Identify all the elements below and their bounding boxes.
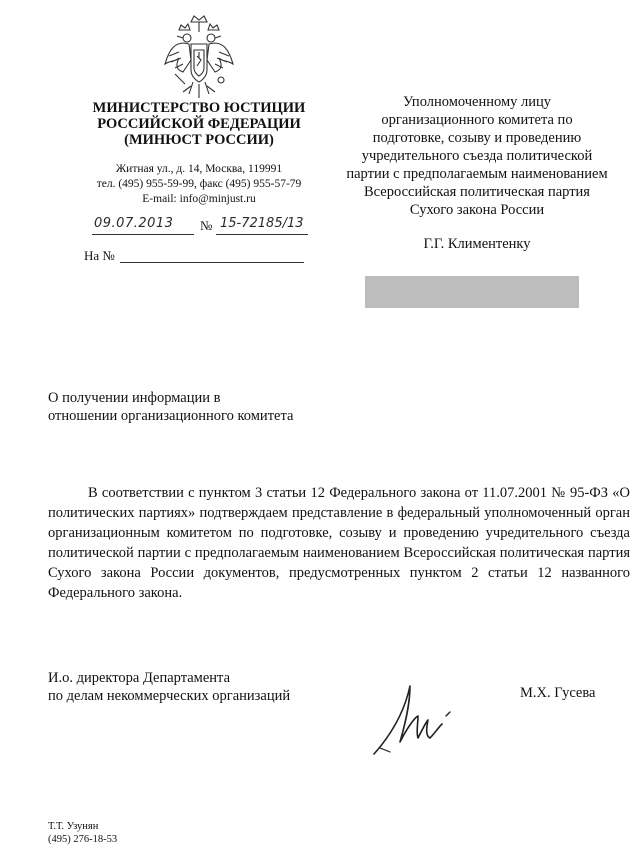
ministry-line: МИНИСТЕРСТВО ЮСТИЦИИ (92, 100, 306, 116)
registration-row (92, 216, 322, 238)
addressee-line: Всероссийская политическая партия (364, 184, 590, 200)
signatory-title-line: И.о. директора Департамента (48, 670, 231, 686)
reference-underline (120, 262, 304, 263)
addressee-block (336, 93, 618, 219)
registration-date: 09.07.2013 (94, 216, 174, 231)
signatory-title (48, 669, 348, 705)
executor-info (48, 820, 248, 846)
subject-text: отношении организационного комитета (48, 408, 294, 424)
phone-line: тел. (495) 955-59-99, факс (495) 955-57-79 (96, 178, 302, 190)
email-line: E-mail: info@minjust.ru (142, 193, 256, 205)
reference-label: На № (84, 248, 115, 263)
registration-number: 15-72185/13 (220, 216, 304, 231)
addressee-name: Г.Г. Климентенку (423, 236, 531, 252)
executor-phone: (495) 276-18-53 (48, 834, 118, 845)
ministry-header (70, 100, 328, 148)
date-underline (92, 234, 194, 235)
subject-text: О получении информации в (48, 390, 221, 406)
letter-body: В соответствии с пунктом 3 статьи 12 Федерального закона от 11.07.2001 № 95-ФЗ «О политических партиях» подтверждаем представление в федеральный уполномоченный орган организационным комитетом по подготовке, созыву и проведению учредительного съезда политической партии с предполагаемым наименованием Всероссийская политическая партия Сухого закона России документов, предусмотренных пунктом 2 статьи 12 названного Федерального закона. (48, 485, 630, 601)
coat-of-arms-icon (161, 12, 237, 104)
addressee-line: подготовке, созыву и проведению (372, 130, 582, 146)
ministry-contacts (70, 162, 328, 207)
addressee-line: учредительного съезда политической (361, 148, 593, 164)
signatory-name: М.Х. Гусева (520, 685, 596, 701)
number-underline (216, 234, 308, 235)
reference-row (84, 246, 314, 266)
address-line: Житная ул., д. 14, Москва, 119991 (115, 163, 283, 175)
addressee-line: партии с предполагаемым наименованием (346, 166, 608, 182)
executor-name: Т.Т. Узунян (48, 821, 99, 832)
ministry-line: РОССИЙСКОЙ ФЕДЕРАЦИИ (97, 116, 301, 132)
addressee-line: организационного комитета по (381, 112, 573, 128)
handwritten-signature-icon (360, 676, 470, 762)
registration-number-label: № (200, 218, 213, 233)
subject-line (48, 389, 348, 425)
addressee-line: Сухого закона России (409, 202, 545, 218)
ministry-line: (МИНЮСТ РОССИИ) (124, 132, 274, 148)
addressee-line: Уполномоченному лицу (402, 94, 552, 110)
redacted-block (365, 276, 579, 308)
signatory-title-line: по делам некоммерческих организаций (48, 688, 291, 704)
